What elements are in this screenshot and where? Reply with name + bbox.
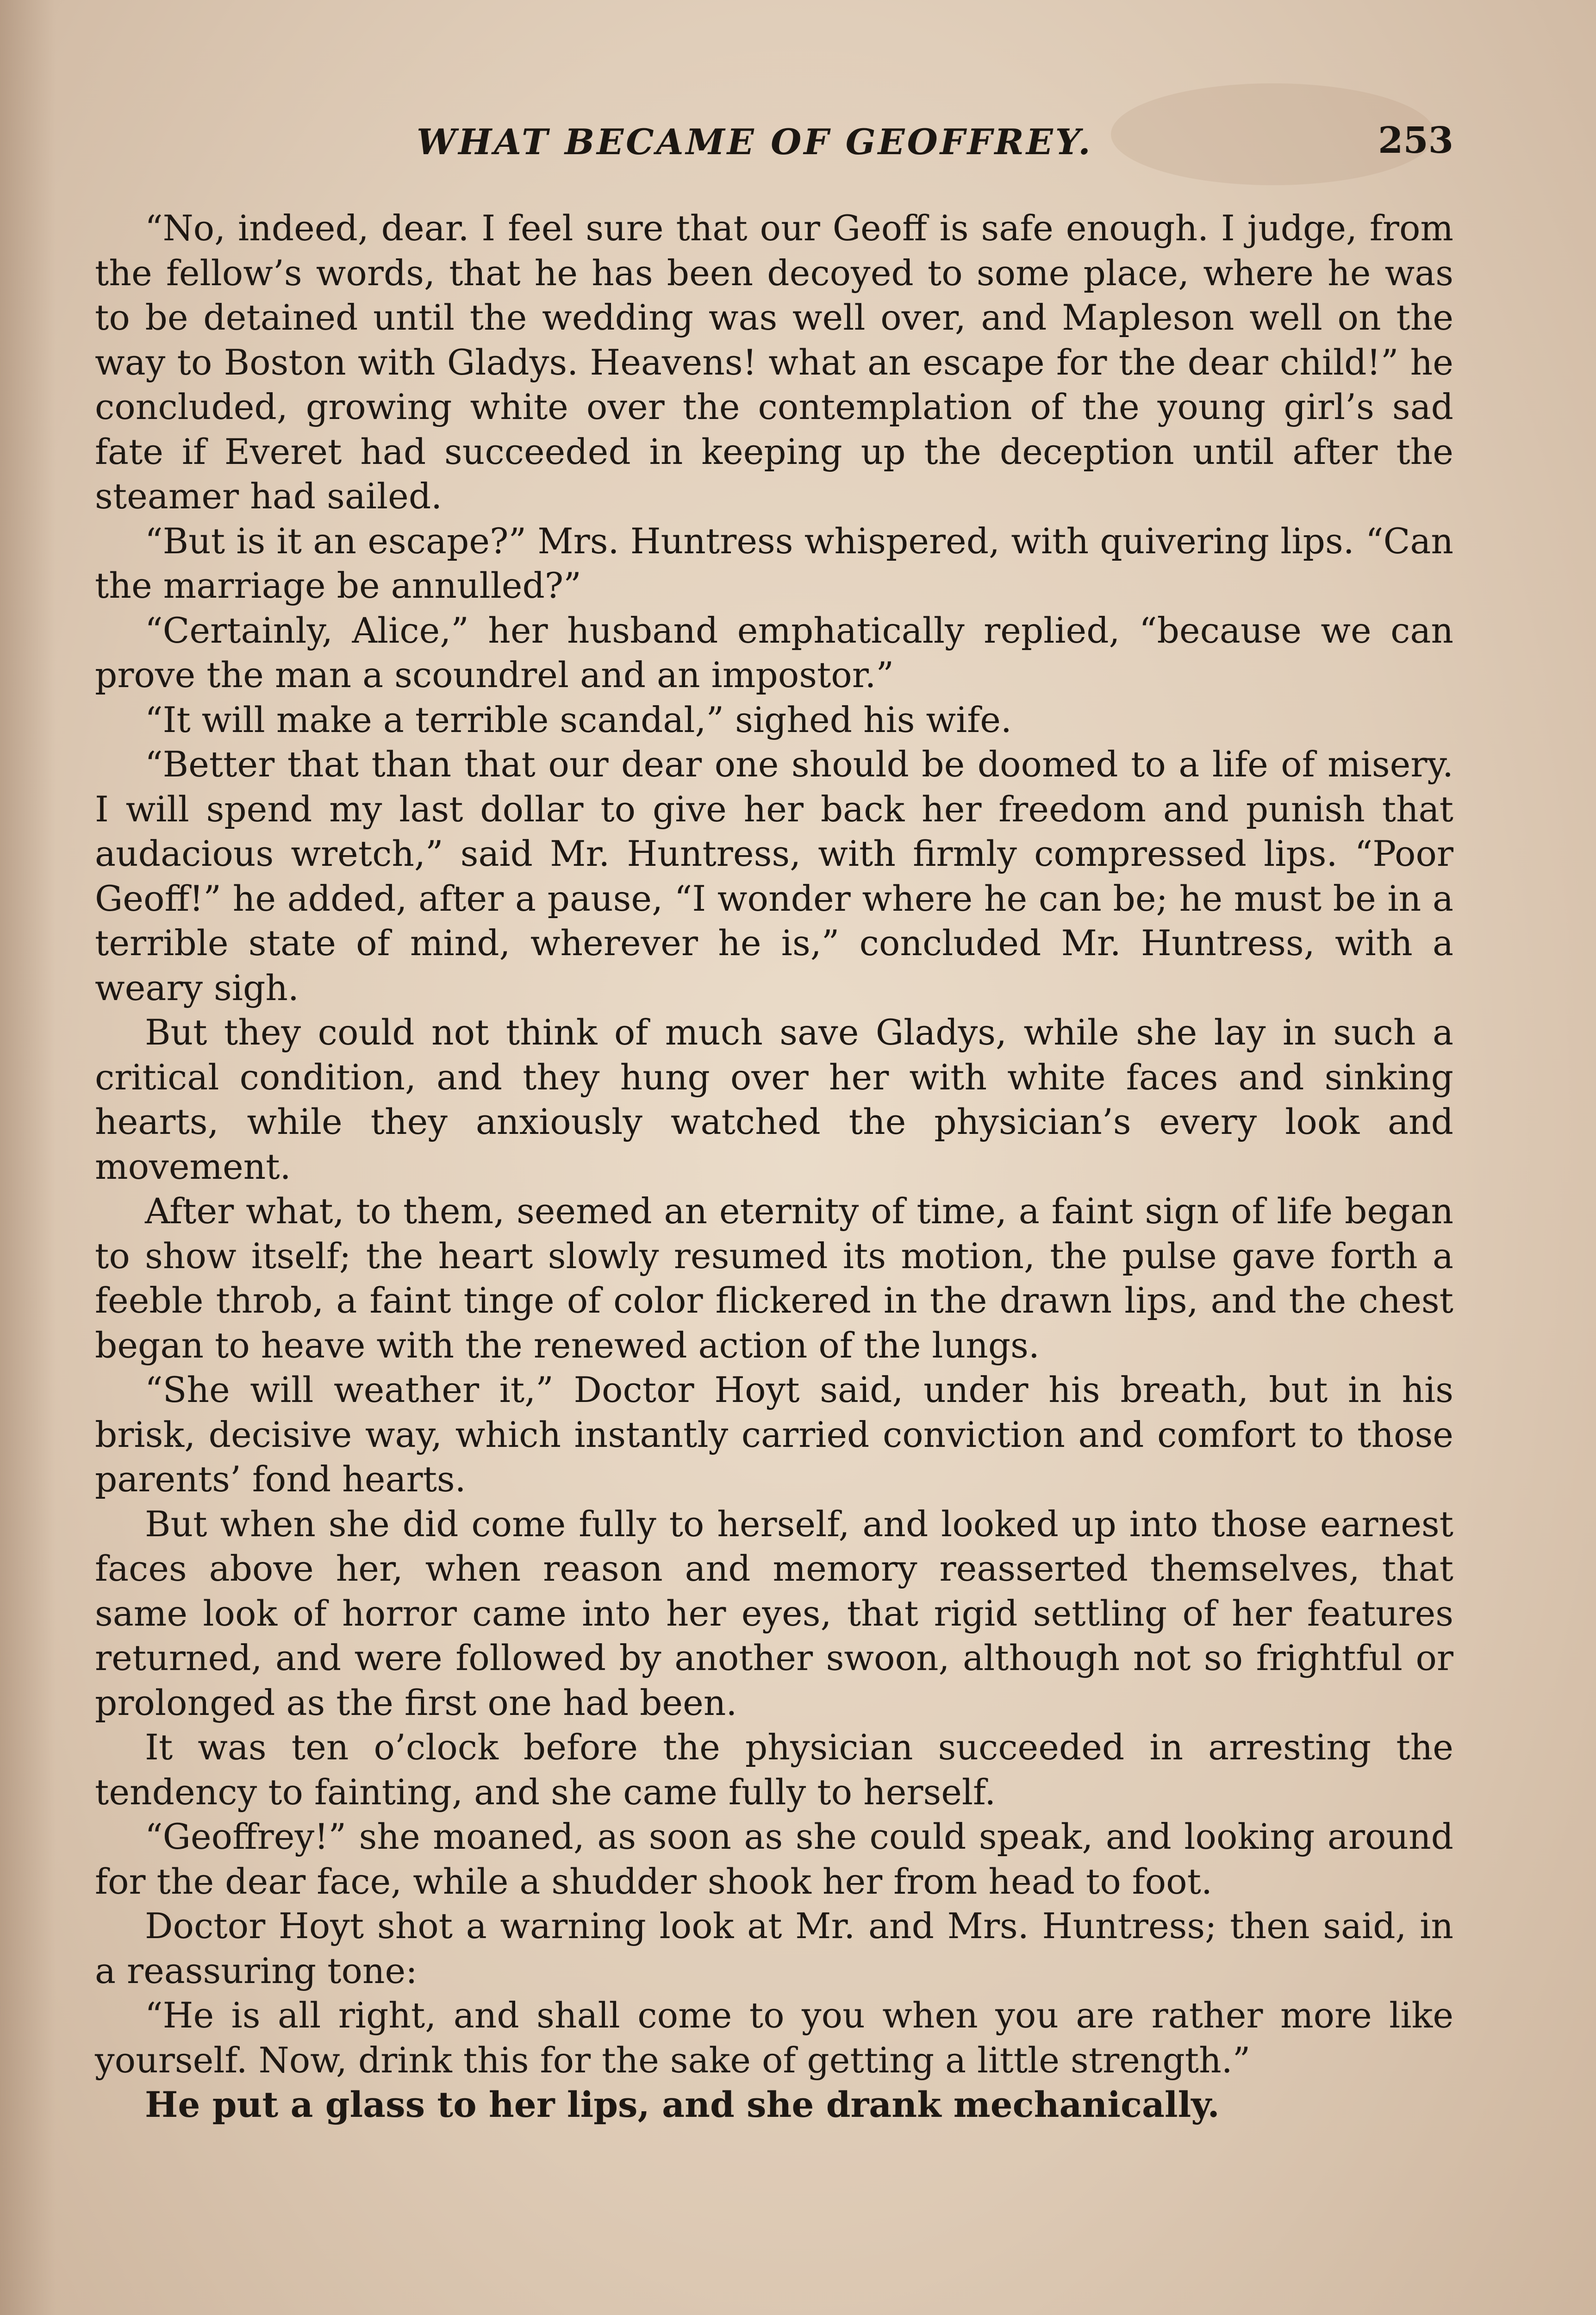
paragraph: “It will make a terrible scandal,” sighed his wife. [145,699,1012,740]
paragraph: “She will weather it,” Doctor Hoyt said, under his breath, but in his brisk, decisive way, which instantly carried conviction and comfort to those parents’ fond hearts. [95,1370,1453,1500]
paragraph: Doctor Hoyt shot a warning look at Mr. and Mrs. Huntress; then said, in a reassuring tone: [95,1906,1453,1991]
paragraph: After what, to them, seemed an eternity of time, a faint sign of life began to show itself; the heart slowly resumed its motion, the pulse gave forth a feeble throb, a faint tinge of color flickered in the drawn lips, and the chest began to heave with the renewed action of the lungs. [95,1191,1453,1366]
paragraph: “Better that than that our dear one should be doomed to a life of misery. I will spend my last dollar to give her back her freedom and punish that audacious wretch,” said Mr. Huntress, with firmly compressed lips. “Poor Geoff!” he added, after a pause, “I wonder where he can be; he must be in a terrible state of mind, wherever he is,” concluded Mr. Huntress, with a weary sigh. [95,744,1453,1008]
paragraph: But they could not think of much save Gladys, while she lay in such a critical condition, and they hung over her with white faces and sinking hearts, while they anxiously watched the physician’s every look and movement. [95,1012,1453,1187]
paragraph: “But is it an escape?” Mrs. Huntress whispered, with quivering lips. “Can the marriage be annulled?” [95,520,1453,606]
paragraph: “No, indeed, dear. I feel sure that our Geoff is safe enough. I judge, from the fellow’s words, that he has been decoyed to some place, where he was to be detained until the wedding was well over, and Mapleson well on the way to Boston with Gladys. Heavens! what an escape for the dear child!” he concluded, growing white over the contemplation of the young girl’s sad fate if Everet had succeeded in keeping up the deception until after the steamer had sailed. [95,208,1453,517]
running-head [93,115,1453,180]
paragraph: But when she did come fully to herself, and looked up into those earnest faces above her, when reason and memory reasserted themselves, that same look of horror came into her eyes, that rigid settling of her features returned, and were followed by another swoon, although not so frightful or prolonged as the first one had been. [95,1503,1453,1723]
paragraph: “He is all right, and shall come to you when you are rather more like yourself. Now, drink this for the sake of getting a little strength.” [95,1995,1453,2081]
running-title: WHAT BECAME OF GEOFFREY. [417,121,1093,163]
paragraph: “Certainly, Alice,” her husband emphatically replied, “because we can prove the man a scoundrel and an impostor.” [95,610,1453,695]
paragraph: It was ten o’clock before the physician succeeded in arresting the tendency to fainting, and she came fully to herself. [95,1727,1453,1813]
gutter-shadow [0,0,56,2315]
body-text [95,206,1453,2127]
paragraph: “Geoffrey!” she moaned, as soon as she could speak, and looking around for the dear face, while a shudder shook her from head to foot. [95,1816,1453,1902]
paragraph: He put a glass to her lips, and she drank mechanically. [145,2084,1220,2125]
page-number: 253 [1378,119,1453,162]
